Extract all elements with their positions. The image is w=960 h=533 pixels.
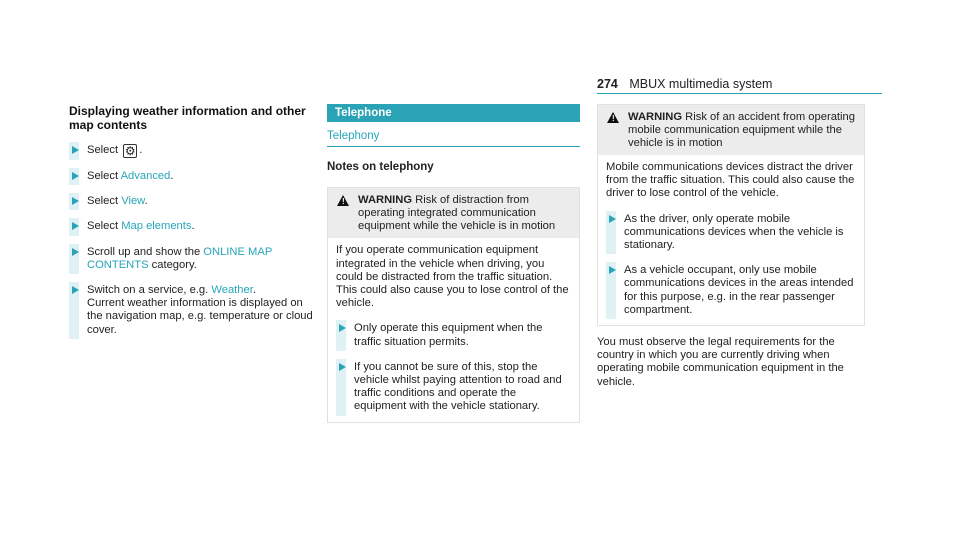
- step-result-text: Current weather information is displayed on the navigation map, e.g. temperature or cloud cover.: [87, 297, 313, 336]
- step-arrow-icon: [339, 363, 346, 371]
- step-arrow-icon: [72, 286, 79, 294]
- step-item: Select Advanced.: [69, 170, 316, 183]
- warning-body: [328, 238, 579, 421]
- notes-heading: Notes on telephony: [327, 161, 434, 174]
- step-item: Select View.: [69, 195, 316, 208]
- menu-link-view: View: [121, 195, 145, 208]
- step-item: As a vehicle occupant, only use mobile communications devices in the areas intended for this purpose, e.g. in the rear passenger compartment.: [606, 264, 856, 317]
- page-header-title: MBUX multimedia system: [629, 77, 773, 91]
- step-item: Switch on a service, e.g. Weather. Current weather information is displayed on the navigation map, e.g. temperature or cloud cover.: [69, 284, 316, 337]
- weather-heading: Displaying weather information and other map contents: [69, 104, 306, 132]
- section-title-bar: Telephone: [327, 104, 580, 122]
- step-arrow-icon: [609, 266, 616, 274]
- step-item: As the driver, only operate mobile communications devices when the vehicle is stationary.: [606, 213, 856, 253]
- warning-body: [598, 155, 864, 325]
- column-mobile-devices: [597, 104, 865, 400]
- step-arrow-icon: [72, 222, 79, 230]
- warning-triangle-icon: !: [337, 195, 349, 206]
- warning-box: [327, 187, 580, 422]
- menu-link-map-elements: Map elements: [121, 220, 192, 233]
- step-arrow-icon: [72, 248, 79, 256]
- step-item: Select ⚙ .: [69, 144, 316, 158]
- warning-text: If you operate communication equipment integrated in the vehicle when driving, you could be distracted from the traffic situation. This could also cause you to lose control of the vehicle.: [336, 244, 569, 310]
- step-item: Only operate this equipment when the traffic situation permits.: [336, 322, 571, 348]
- warning-text: Mobile communications devices distract the driver from the traffic situation. This could also cause the driver to lose control of the vehicle.: [606, 161, 855, 200]
- warning-header: [328, 188, 579, 238]
- menu-link-weather: Weather: [211, 284, 253, 297]
- warning-header: [598, 105, 864, 155]
- warning-title: Risk of an accident from operating mobile communication equipment while the vehicle is in motion: [628, 111, 855, 149]
- warning-title: Risk of distraction from operating integrated communication equipment while the vehicle is in motion: [358, 194, 556, 233]
- step-arrow-icon: [339, 324, 346, 332]
- weather-steps: [69, 144, 316, 337]
- step-arrow-icon: [72, 146, 79, 154]
- menu-link-advanced: Advanced: [120, 170, 171, 182]
- step-item: If you cannot be sure of this, stop the vehicle whilst paying attention to road and traffic conditions and operate the equipment with the vehicle stationary.: [336, 361, 571, 414]
- legal-requirements-text: You must observe the legal requirements for the country in which you are currently driving when operating mobile communication equipment in the vehicle.: [597, 336, 844, 388]
- page-number: 274: [597, 77, 618, 91]
- warning-steps: [606, 213, 856, 317]
- gear-icon: ⚙: [124, 144, 136, 158]
- page-header: [597, 77, 772, 91]
- column-telephony: [327, 104, 580, 423]
- step-item: Scroll up and show the ONLINE MAP CONTENTS category.: [69, 246, 316, 272]
- step-arrow-icon: [72, 172, 79, 180]
- warning-triangle-icon: !: [607, 112, 619, 123]
- step-item: Select Map elements.: [69, 220, 316, 233]
- step-arrow-icon: [72, 197, 79, 205]
- sub-heading: Telephony: [327, 130, 580, 147]
- step-arrow-icon: [609, 215, 616, 223]
- column-weather: [69, 104, 316, 349]
- menu-link-online-map-contents: ONLINE MAP CONTENTS: [87, 245, 273, 271]
- header-rule: [597, 93, 882, 94]
- warning-label: WARNING: [358, 194, 413, 207]
- warning-box: [597, 104, 865, 326]
- warning-label: WARNING: [628, 111, 683, 123]
- warning-steps: [336, 322, 571, 413]
